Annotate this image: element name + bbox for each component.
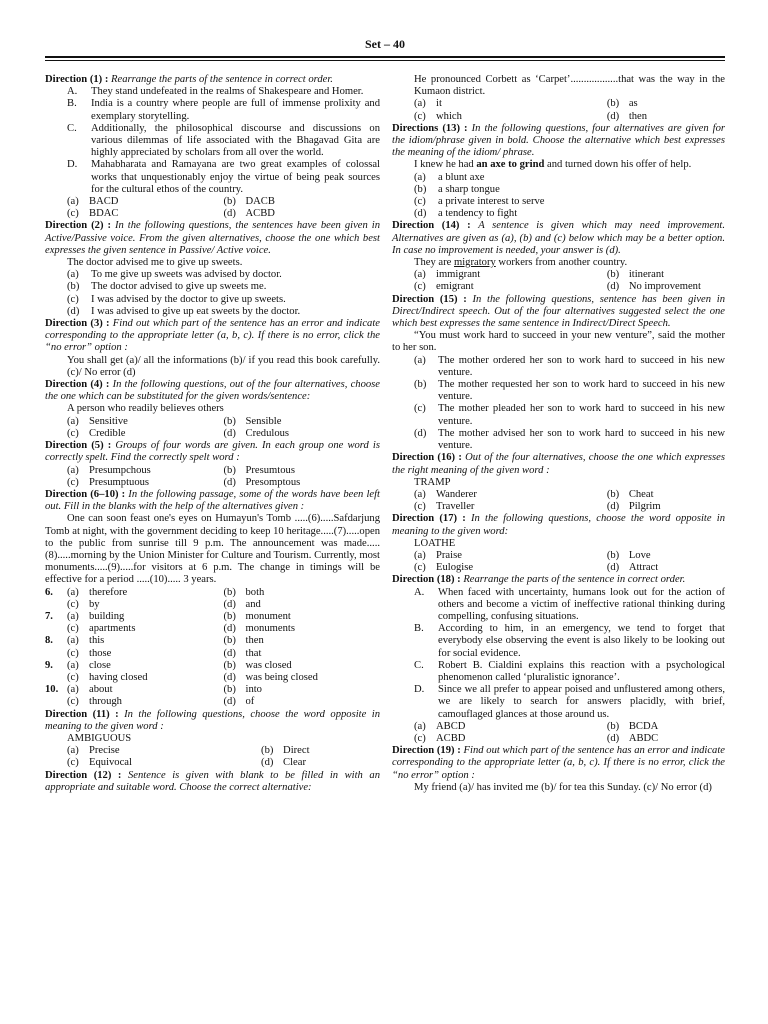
d17-options-row-1: (a) Praise (b) Love (414, 549, 651, 561)
direction-1: Direction (1) : Rearrange the parts of the sentence in correct order. (45, 74, 333, 85)
d5-options-row-2: (c) Presumptuous (d) Presomptous (67, 476, 301, 488)
direction-14: Direction (14) : A sentence is given which may need improvement. Alternatives are given as (a), (b) and (c) below which may be a better option. In case no improvement is needed, your answer is (d). (392, 220, 725, 256)
question-row: 6. (a) therefore (b) both (45, 586, 265, 598)
passage: One can soon feast one's eyes on Humayun's Tomb .....(6).....Safdarjung Tomb at night, with the government deciding to keep 10 heritage.....(7).....open to the public from sunrise till 9 p.m. The announcement was made.....(8).....morning by the Union Minister for Culture and Tourism. Currently, most monuments.....(9).....for visitors at 6 p.m. The change in timings will be effective for a period .....(10)..... 3 years. (45, 513, 380, 586)
d11-options-row-2: (c) Equivocal (d) Clear (67, 757, 306, 769)
d14-options-row-2: (c) emigrant (d) No improvement (414, 281, 701, 293)
d17-options-row-2: (c) Eulogise (d) Attract (414, 562, 659, 574)
list-item: (b) The mother requested her son to work hard to succeed in his new venture. (414, 379, 725, 403)
question-row: (c) apartments (d) monuments (67, 623, 295, 635)
questions-6-10 (45, 587, 380, 709)
d4-options-row-1: (a) Sensitive (b) Sensible (67, 415, 282, 427)
list-item: D. Since we all prefer to appear poised and unflustered among others, we are likely to search for answers placidly, with brief, camouflaged glances at those around us. (414, 684, 725, 720)
d3-stem: You shall get (a)/ all the informations (b)/ if you read this book carefully. (c)/ No error (d) (67, 354, 380, 378)
d17-stem: LOATHE (414, 537, 456, 549)
d12-options-row-2: (c) which (d) then (414, 110, 648, 122)
list-item: (a) To me give up sweets was advised by doctor. (67, 269, 282, 281)
list-item: (a) a blunt axe (414, 171, 485, 183)
d16-options-row-2: (c) Traveller (d) Pilgrim (414, 501, 661, 513)
question-row: 7. (a) building (b) monument (45, 610, 291, 622)
question-row: 10. (a) about (b) into (45, 684, 262, 696)
d11-options-row-1: (a) Precise (b) Direct (67, 745, 310, 757)
d4-stem: A person who readily believes others (67, 403, 224, 415)
list-item: (c) I was advised by the doctor to give up sweets. (67, 293, 286, 305)
list-item: (d) I was advised to give up eat sweets by the doctor. (67, 305, 301, 317)
list-item: (d) a tendency to fight (414, 208, 518, 220)
direction-2: Direction (2) : In the following questions, the sentences have been given in Active/Passive voice. From the given alternatives, choose the one which best expresses the given sentence in Passive/ Active voice. (45, 220, 380, 256)
header-rule-thin (45, 60, 725, 61)
d1-options-row-1: (a) BACD (b) DACB (67, 196, 275, 208)
question-row: (c) by (d) and (67, 598, 261, 610)
right-column (392, 74, 725, 794)
direction-18: Direction (18) : Rearrange the parts of the sentence in correct order. (392, 574, 686, 586)
direction-11: Direction (11) : In the following questions, choose the word opposite in meaning to the given word : (45, 708, 380, 732)
list-item: (d) The mother advised her son to work hard to succeed in his new venture. (414, 427, 725, 452)
question-row: (c) through (d) of (67, 696, 255, 708)
question-row: 9. (a) close (b) was closed (45, 659, 292, 671)
d4-options-row-2: (c) Credible (d) Credulous (67, 427, 290, 439)
list-item: A. They stand undefeated in the realms of Shakespeare and Homer. (67, 86, 364, 98)
d12-options-row-1: (a) it (b) as (414, 98, 638, 110)
left-column (45, 74, 380, 794)
question-row: (c) having closed (d) was being closed (67, 671, 318, 683)
direction-19: Direction (19) : Find out which part of the sentence has an error and indicate corresponding to the appropriate letter (a, b, c). If there is no error, click the “no error” option : (392, 745, 725, 781)
d16-stem: TRAMP (414, 476, 451, 488)
direction-15: Direction (15) : In the following questions, sentence has been given in Direct/Indirect speech. Out of the four alternatives suggested select the one which best expresses the same sentence in Indirect/Direct Speech. (392, 293, 725, 330)
list-item: (b) a sharp tongue (414, 183, 500, 195)
direction-5: Direction (5) : Groups of four words are given. In each group one word is correctly spelt. Find the correctly spelt word : (45, 440, 380, 464)
d18-options-row-1: (a) ABCD (b) BCDA (414, 720, 659, 732)
list-item: (b) The doctor advised to give up sweets me. (67, 281, 267, 293)
d19-stem: My friend (a)/ has invited me (b)/ for tea this Sunday. (c)/ No error (d) (414, 781, 712, 793)
direction-16: Direction (16) : Out of the four alternatives, choose the one which expresses the right meaning of the given word : (392, 452, 725, 476)
direction-17: Direction (17) : In the following questions, choose the word opposite in meaning to the given word: (392, 513, 725, 537)
d11-stem: AMBIGUOUS (67, 732, 132, 744)
list-item: B. India is a country where people are full of immense prolixity and exemplary storytelling. (67, 98, 380, 122)
d16-options-row-1: (a) Wanderer (b) Cheat (414, 488, 654, 500)
d5-options-row-1: (a) Presumpchous (b) Presumtous (67, 464, 295, 476)
page-title: Set – 40 (365, 37, 405, 51)
list-item: C. Additionally, the philosophical discourse and discussions on various dilemmas of life associated with the Bhagavad Gita are highly appreciated by scholars from all over the world. (67, 122, 380, 159)
direction-4: Direction (4) : In the following questions, out of the four alternatives, choose the one which can be substituted for the given words/sentence: (45, 379, 380, 403)
direction-6-10: Direction (6–10) : In the following passage, some of the words have been left out. Fill in the blanks with the help of the alternatives given : (45, 488, 380, 513)
list-item: B. According to him, in an emergency, we tend to forget that everybody else observing the event is also likely to be looking out for social evidence. (414, 623, 725, 659)
list-item: C. Robert B. Cialdini explains this reaction with a psychological phenomenon called ‘pluralistic ignorance’. (414, 659, 725, 683)
direction-3: Direction (3) : Find out which part of the sentence has an error and indicate corresponding to the appropriate letter (a, b, c). If there is no error, click the “no error” option : (45, 318, 380, 354)
d12-stem: He pronounced Corbett as ‘Carpet’..................that was the way in the Kumaon district. (414, 74, 725, 98)
d15-stem: “You must work hard to succeed in your new venture”, said the mother to her son. (392, 330, 725, 354)
list-item: (c) The mother pleaded her son to work hard to succeed in his new venture. (414, 403, 725, 427)
d13-stem: I knew he had an axe to grind and turned down his offer of help. (414, 159, 692, 171)
list-item: D. Mahabharata and Ramayana are two great examples of colossal works that unquestionably enjoy the virtue of being peak sources for the cultural ethos of the country. (67, 159, 380, 195)
list-item: A. When faced with uncertainty, humans look out for the action of others and become a victim of ineffective rational thinking during compelling, confusing situations. (414, 586, 725, 622)
question-row: 8. (a) this (b) then (45, 635, 264, 647)
list-item: (a) The mother ordered her son to work hard to succeed in his new venture. (414, 354, 725, 378)
header-rule-thick (45, 56, 725, 58)
d2-stem: The doctor advised me to give up sweets. (67, 257, 243, 269)
d18-options-row-2: (c) ACBD (d) ABDC (414, 732, 659, 744)
d14-options-row-1: (a) immigrant (b) itinerant (414, 269, 665, 281)
direction-13: Directions (13) : In the following questions, four alternatives are given for the idiom/phrase given in bold. Choose the alternative which best expresses the meaning of the idiom/ phrase. (392, 122, 726, 159)
question-row: (c) those (d) that (67, 647, 262, 659)
direction-12: Direction (12) : Sentence is given with blank to be filled in with an appropriate and suitable word. Choose the correct alternative: (45, 769, 380, 793)
d1-items (45, 86, 380, 196)
d14-stem: They are migratory workers from another country. (414, 257, 628, 269)
list-item: (c) a private interest to serve (414, 196, 545, 208)
d1-options-row-2: (c) BDAC (d) ACBD (67, 208, 275, 220)
